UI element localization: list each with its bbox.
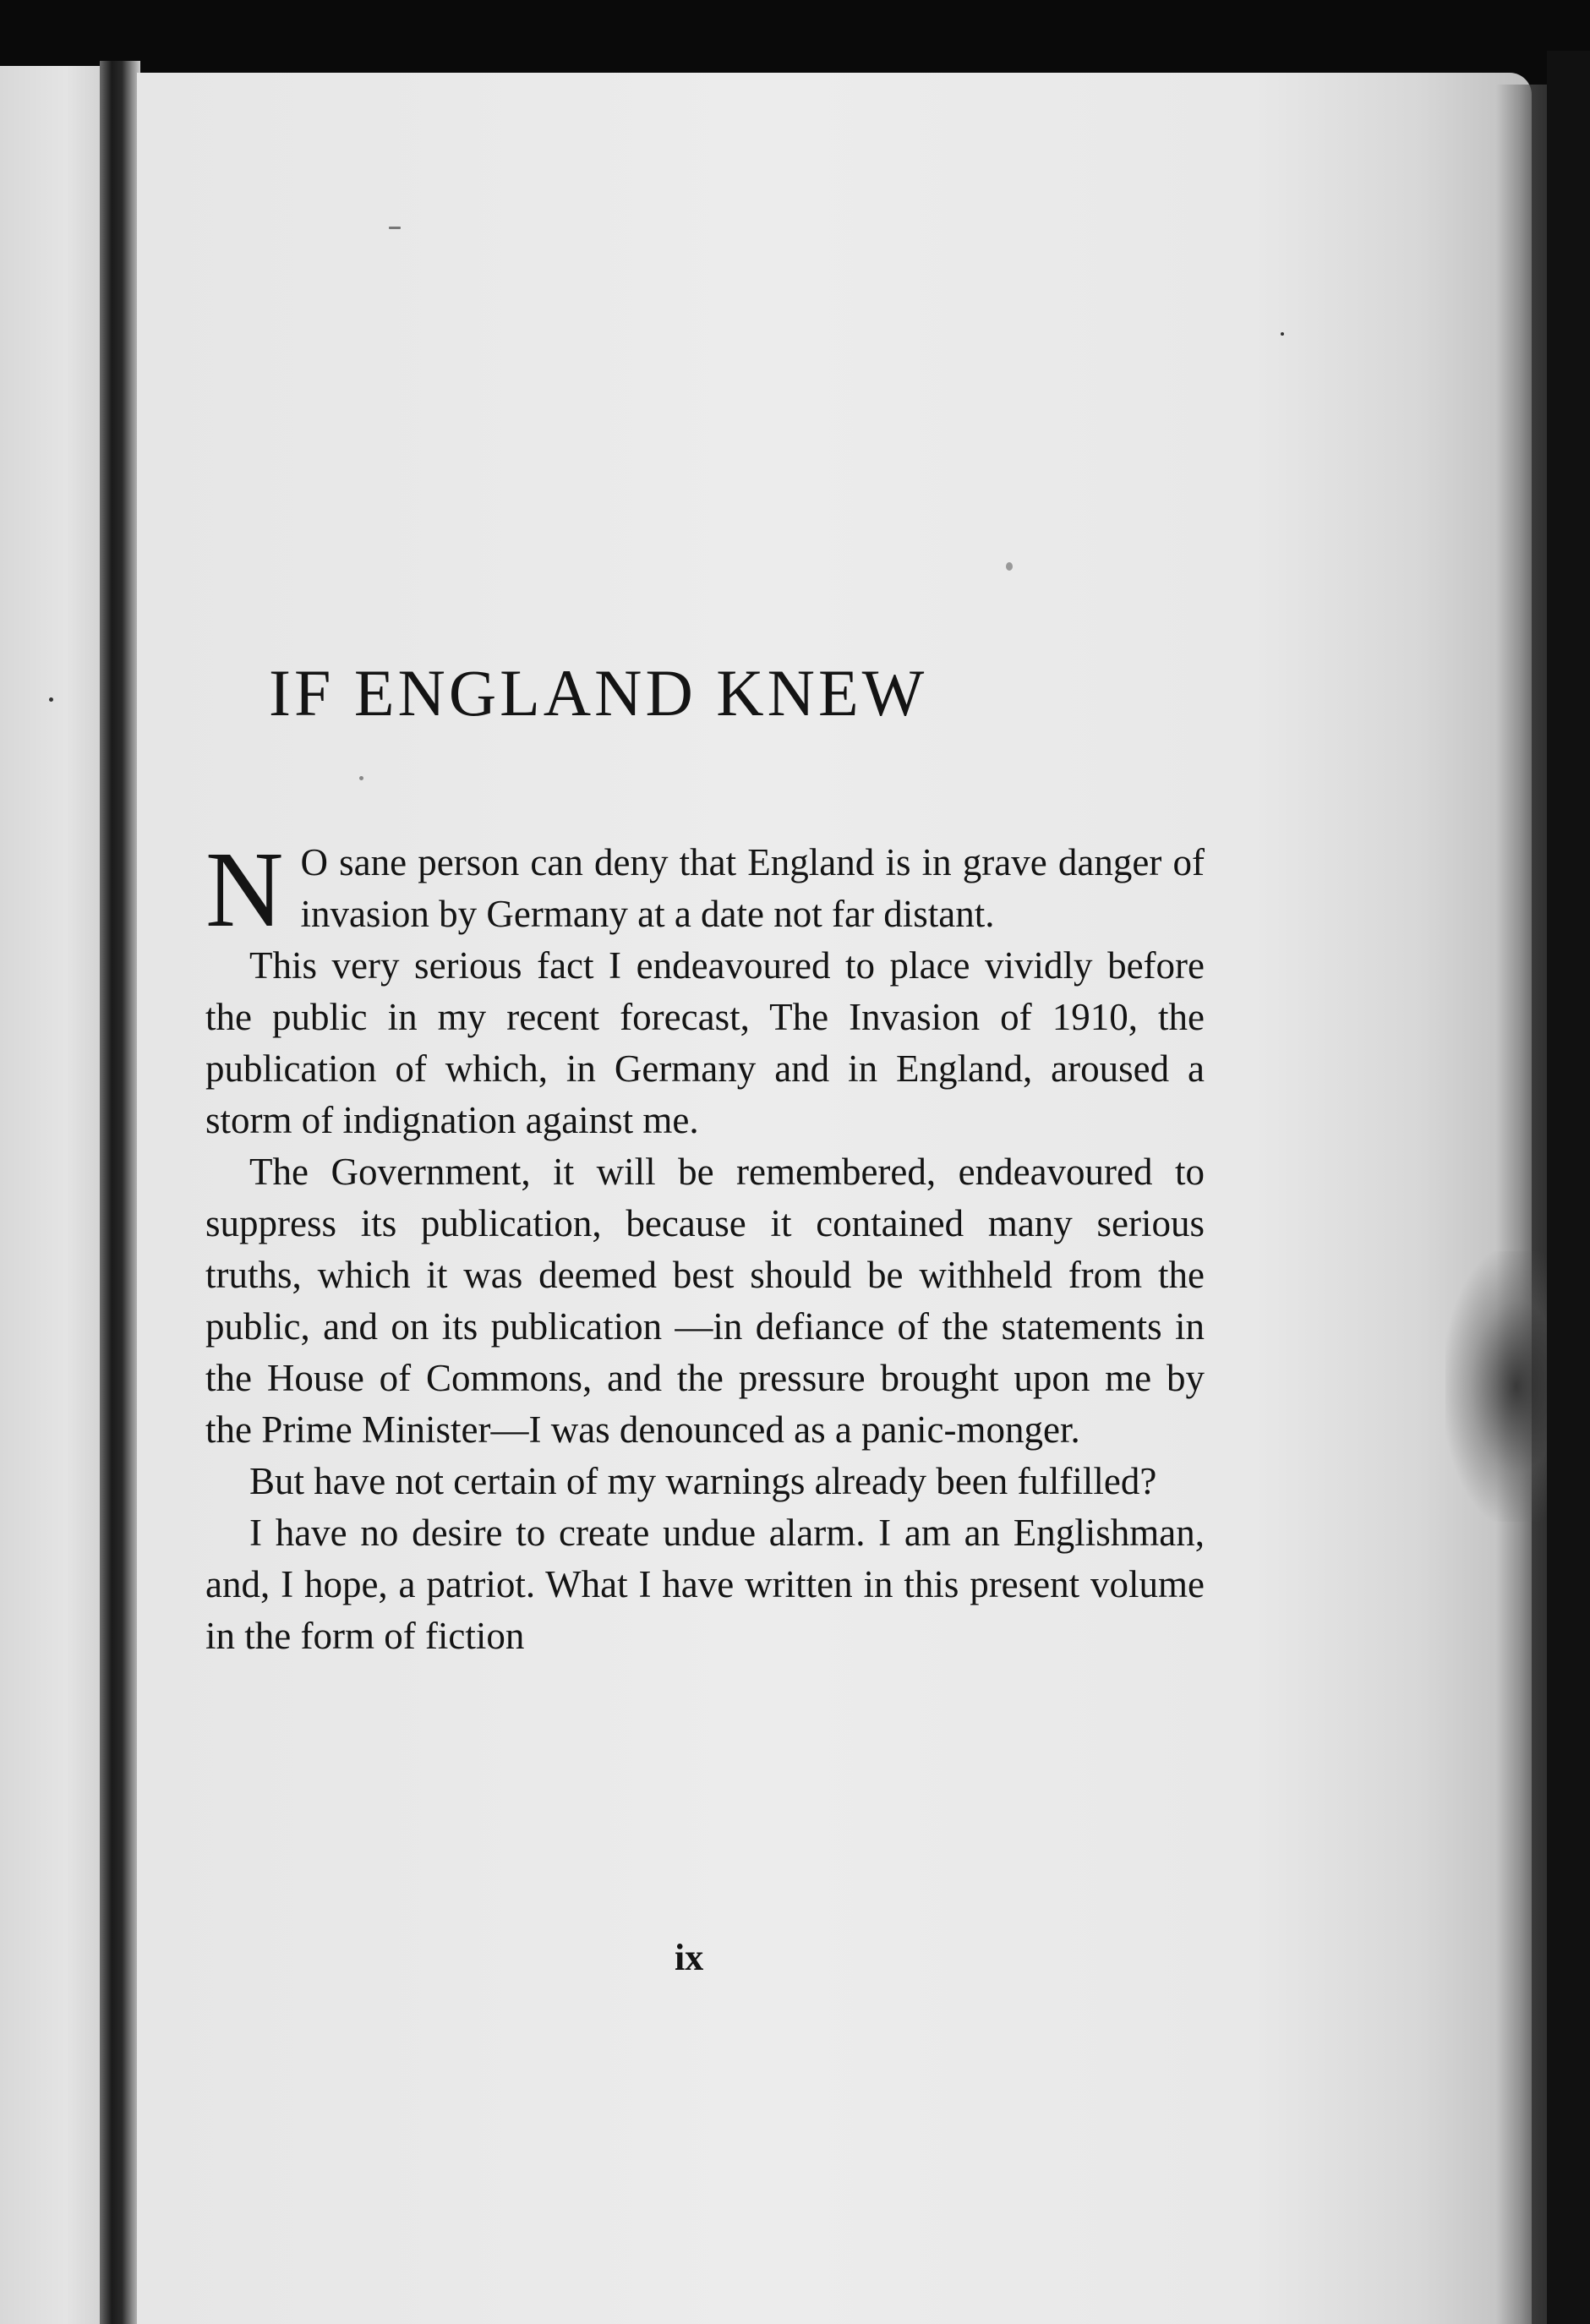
- paragraph-5: I have no desire to create undue alarm. I am an Englishman, and, I hope, a patriot. What I have written in this present volume in the form of fiction: [205, 1512, 1205, 1657]
- paper-speck: [1006, 562, 1013, 571]
- paragraph-2: This very serious fact I endeavoured to place vividly before the public in my recent forecast, The Invasion of 1910, the publication of which, in Germany and in England, aroused a storm of indignation against me.: [205, 944, 1205, 1141]
- paragraph-1: [205, 829, 1205, 949]
- paragraph-1-text: O sane person can deny that England is in grave danger of invasion by Germany at a date not far distant.: [300, 841, 1205, 935]
- facing-page-edge: [0, 66, 110, 2324]
- paragraph-3: The Government, it will be remembered, endeavoured to suppress its publication, because it contained many serious truths, which it was deemed best should be withheld from the public, and on its publication —in defiance of the statements in the House of Commons, and the pressure brought upon me by the Prime Minister—I was denounced as a panic-monger.: [205, 1151, 1205, 1451]
- paper-speck: [389, 227, 401, 229]
- page-stain: [1445, 1251, 1547, 1522]
- background-edge: [1547, 51, 1590, 2324]
- page-number: ix: [675, 1937, 704, 1978]
- book-gutter: [100, 61, 140, 2324]
- paragraph-4: But have not certain of my warnings already been fulfilled?: [249, 1460, 1157, 1502]
- paper-speck: [49, 697, 53, 702]
- body-text: [205, 829, 1205, 1662]
- drop-cap: N: [205, 829, 284, 949]
- chapter-title: IF ENGLAND KNEW: [269, 656, 928, 730]
- paper-speck: [1281, 332, 1284, 336]
- paper-speck: [359, 776, 363, 780]
